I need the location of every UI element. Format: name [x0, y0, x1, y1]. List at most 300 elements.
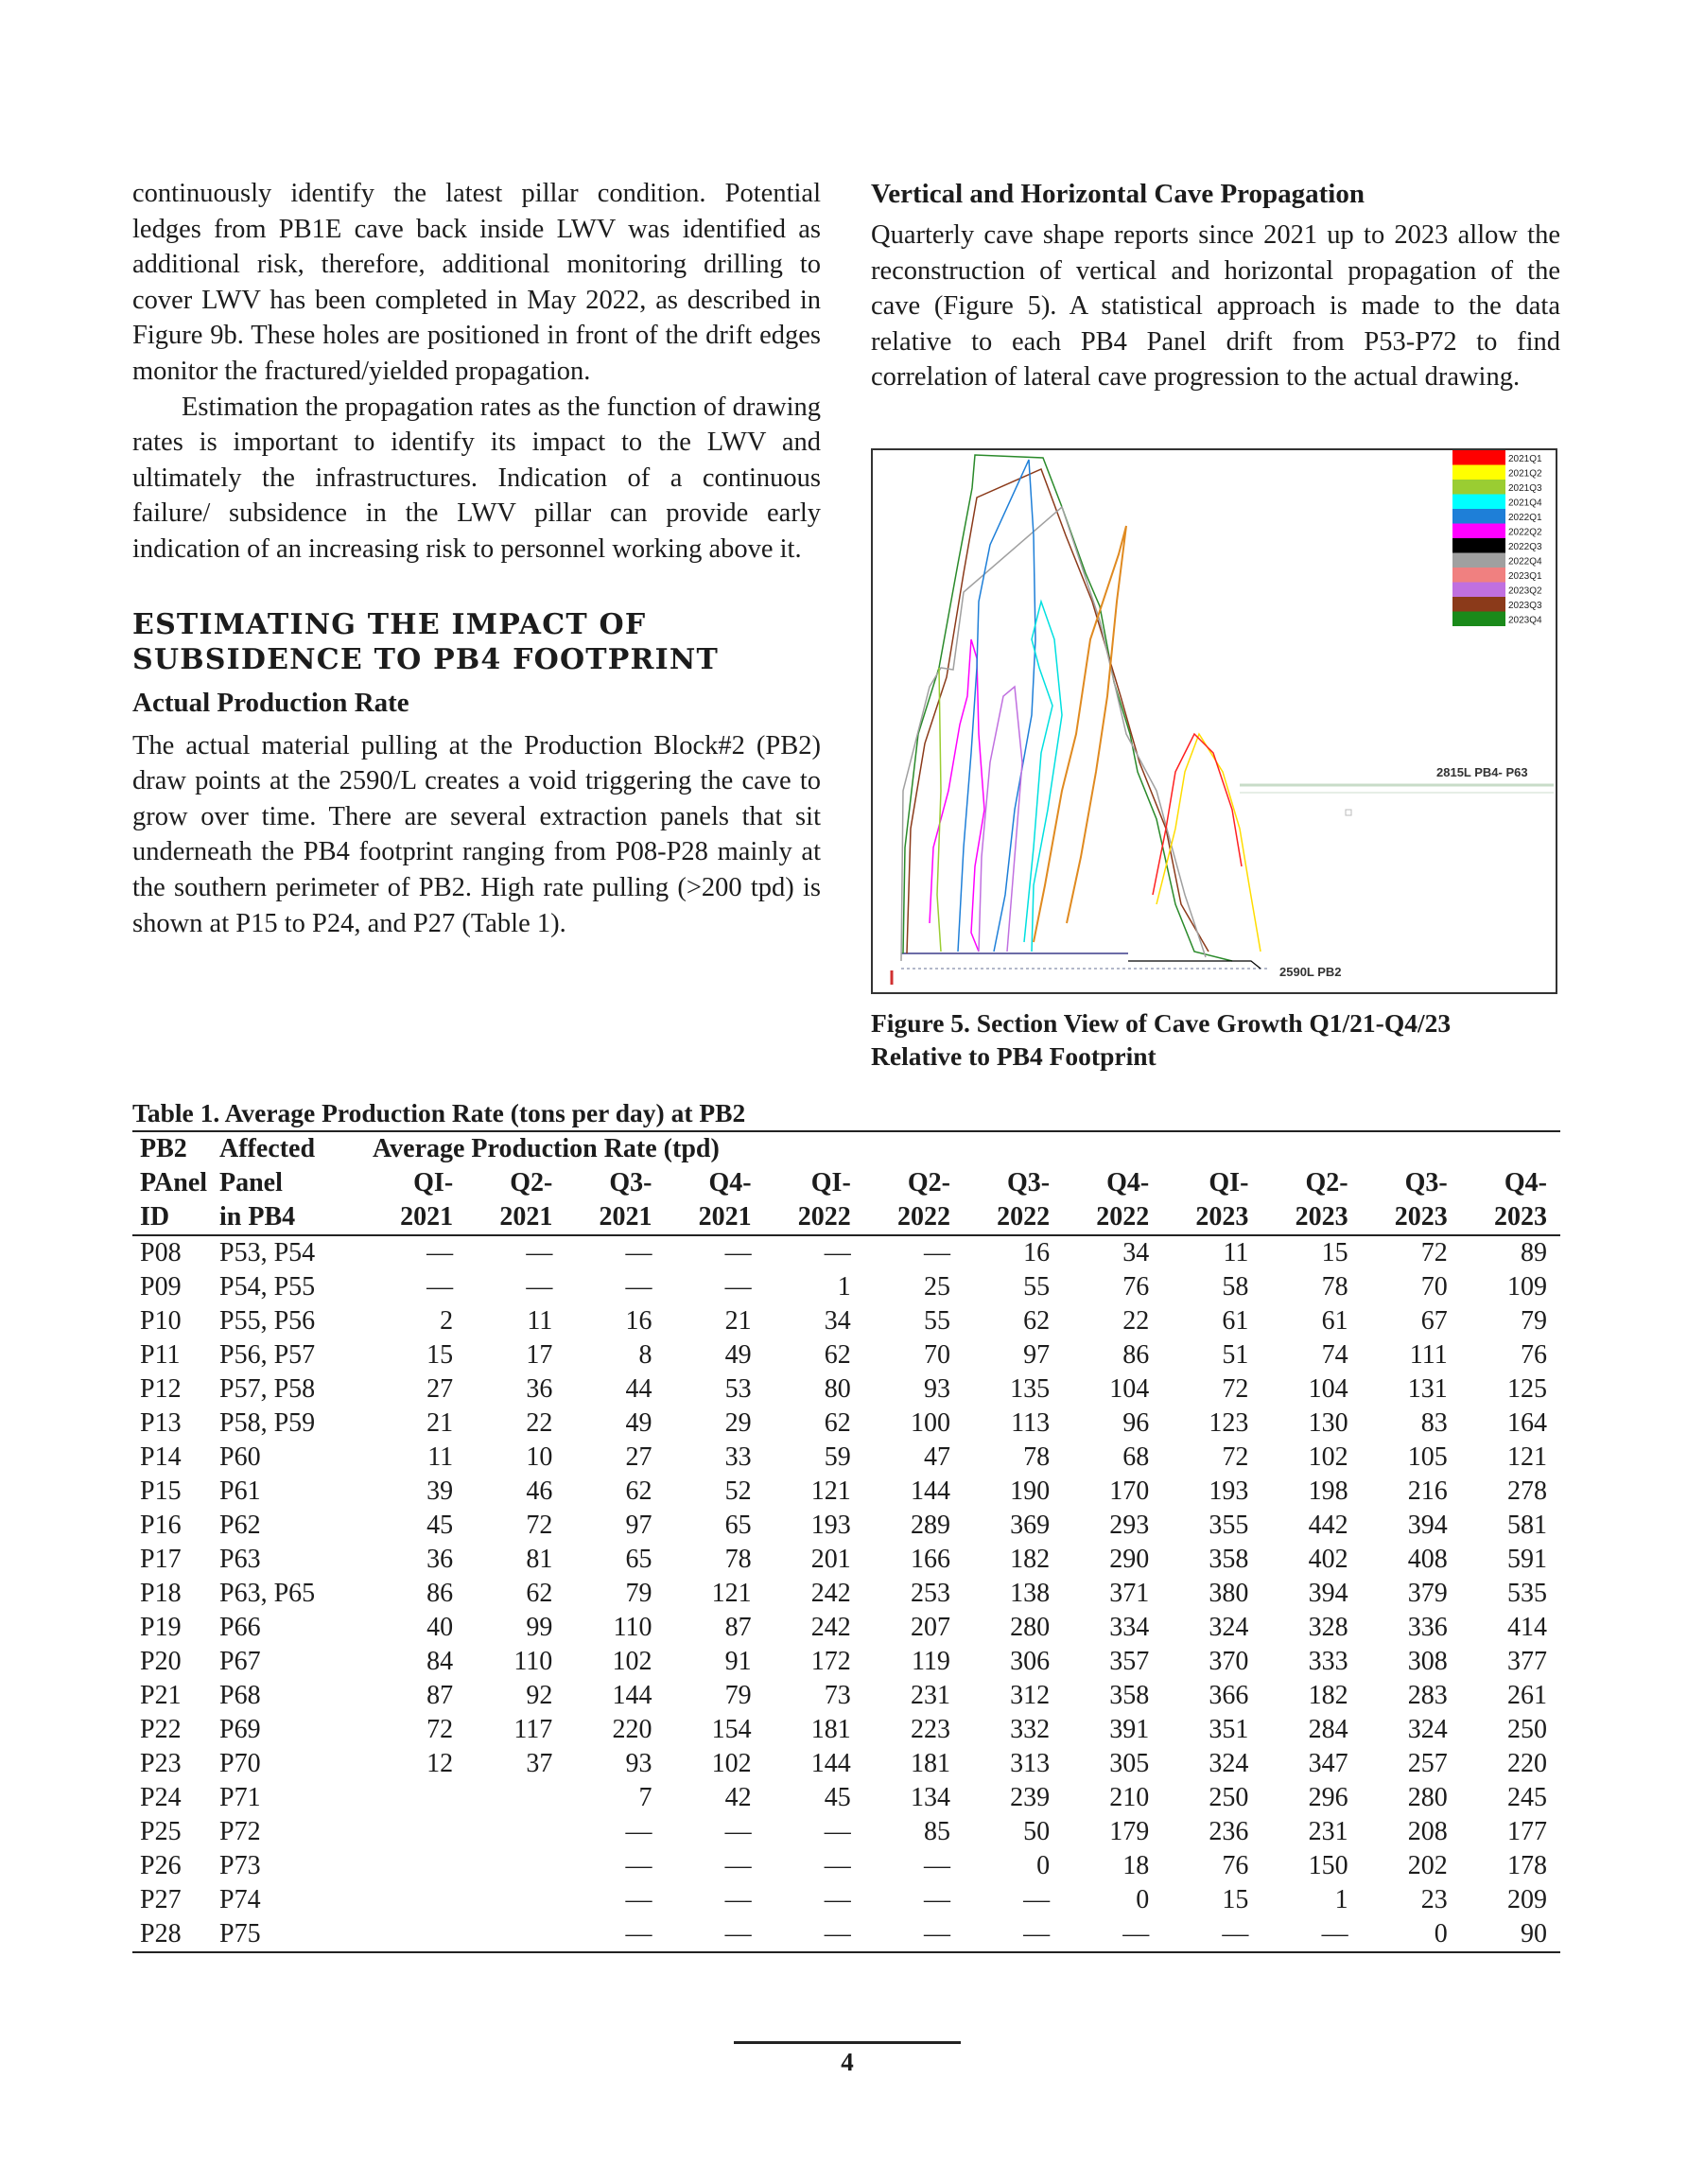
rate-cell: 67 [1420, 1306, 1448, 1336]
year-header: 2022 [964, 1200, 1063, 1235]
affected-panel-cell: P63 [219, 1545, 261, 1574]
rate-cell: 21 [426, 1408, 454, 1438]
cave-outline-2023q3 [907, 469, 1209, 953]
panel-id-cell: P18 [140, 1579, 182, 1608]
panel-id-cell: P08 [140, 1238, 182, 1267]
affected-panel-cell: P61 [219, 1476, 261, 1506]
rate-cell: 239 [1010, 1783, 1051, 1812]
table-row [132, 1577, 1560, 1611]
panel-id-cell: P25 [140, 1817, 182, 1846]
rate-cell: — [665, 1917, 764, 1952]
col-header: PB2 [132, 1131, 219, 1166]
rate-cell: 53 [724, 1374, 752, 1404]
cave-outline-2022q3 [1128, 961, 1261, 969]
affected-panel-cell: P60 [219, 1442, 261, 1472]
rate-cell: 355 [1209, 1511, 1249, 1540]
table-row [132, 1372, 1560, 1406]
rate-cell: 72 [1222, 1442, 1249, 1472]
rate-cell: 242 [810, 1613, 851, 1642]
legend-swatch [1452, 480, 1505, 495]
rate-cell: 190 [1010, 1476, 1051, 1506]
table-row [132, 1475, 1560, 1509]
year-header: 2021 [565, 1200, 665, 1235]
table-row [132, 1235, 1560, 1270]
panel-id-cell: P17 [140, 1545, 182, 1574]
panel-id-cell: P14 [140, 1442, 182, 1472]
year-header: 2022 [864, 1200, 964, 1235]
rate-cell: 220 [1507, 1749, 1547, 1778]
table-row [132, 1815, 1560, 1849]
rate-cell: — [824, 1817, 851, 1846]
rate-cell: 42 [724, 1783, 752, 1812]
rate-cell: 87 [426, 1681, 454, 1710]
panel-id-cell: P21 [140, 1681, 182, 1710]
quarter-header: QI- [413, 1168, 454, 1197]
rate-cell [466, 1781, 565, 1815]
rate-cell: 182 [1010, 1545, 1051, 1574]
col-header: PAnel [140, 1168, 208, 1197]
rate-cell: 21 [724, 1306, 752, 1336]
affected-panel-cell: P58, P59 [219, 1408, 316, 1438]
rate-cell: 110 [613, 1613, 652, 1642]
legend-swatch [1452, 597, 1505, 612]
panel-id-cell: P09 [140, 1272, 182, 1302]
rate-cell: 86 [1122, 1340, 1150, 1370]
rate-cell [466, 1849, 565, 1883]
rate-cell: 61 [1222, 1306, 1249, 1336]
rate-cell: 86 [426, 1579, 454, 1608]
quarter-header: Q3- [1404, 1168, 1448, 1197]
rate-cell: 0 [1136, 1885, 1150, 1914]
rate-cell: 89 [1521, 1238, 1547, 1267]
legend-swatch [1452, 538, 1505, 553]
rate-cell: 332 [1010, 1715, 1051, 1744]
rate-cell: — [1261, 1917, 1361, 1952]
legend-label: 2021Q1 [1508, 454, 1542, 464]
rate-cell: 220 [612, 1715, 652, 1744]
quarter-header: Q4- [1504, 1168, 1547, 1197]
rate-cell: 394 [1308, 1579, 1348, 1608]
panel-id-cell: P13 [140, 1408, 182, 1438]
panel-id-cell: P24 [140, 1783, 182, 1812]
panel-id-cell: P27 [140, 1885, 182, 1914]
rate-cell: 442 [1308, 1511, 1348, 1540]
rate-cell: — [1023, 1885, 1051, 1914]
rate-cell: — [824, 1851, 851, 1880]
rate-cell [466, 1815, 565, 1849]
rate-cell: 100 [910, 1408, 950, 1438]
year-header: 2021 [367, 1200, 466, 1235]
rate-cell: 324 [1407, 1715, 1448, 1744]
rate-cell: 27 [426, 1374, 454, 1404]
rate-cell: 377 [1507, 1647, 1547, 1676]
rate-cell [367, 1849, 466, 1883]
rate-cell: 236 [1209, 1817, 1249, 1846]
table-header-row [132, 1131, 1560, 1166]
rate-cell: 336 [1407, 1613, 1448, 1642]
rate-cell: 231 [910, 1681, 950, 1710]
rate-cell: — [1162, 1917, 1261, 1952]
legend-label: 2021Q3 [1508, 483, 1542, 494]
rate-cell: 138 [1010, 1579, 1051, 1608]
rate-cell: 296 [1308, 1783, 1348, 1812]
rate-cell: 97 [1023, 1340, 1051, 1370]
cave-outline-2021q1-orange [1034, 526, 1126, 942]
year-header: 2023 [1362, 1200, 1461, 1235]
table-row [132, 1338, 1560, 1372]
rate-cell: — [724, 1272, 752, 1302]
rate-cell: — [724, 1238, 752, 1267]
left-column [132, 176, 821, 941]
rate-cell: 0 [1362, 1917, 1461, 1952]
rate-cell: 179 [1109, 1817, 1150, 1846]
figure-caption [871, 1006, 1560, 1073]
rate-cell: 65 [625, 1545, 652, 1574]
table-header-row [132, 1200, 1560, 1235]
rate-cell: 117 [513, 1715, 553, 1744]
affected-panel-cell: P55, P56 [219, 1306, 316, 1336]
rate-cell: 44 [625, 1374, 652, 1404]
rate-cell: 121 [1507, 1442, 1547, 1472]
rate-cell: 328 [1308, 1613, 1348, 1642]
rate-cell: 581 [1507, 1511, 1547, 1540]
rate-cell: 182 [1308, 1681, 1348, 1710]
cave-outline-2023q2 [979, 687, 1022, 952]
rate-cell: — [1063, 1917, 1162, 1952]
section-heading [132, 607, 821, 677]
legend-label: 2022Q1 [1508, 513, 1542, 523]
rate-cell: 278 [1507, 1476, 1547, 1506]
panel-id-cell: P19 [140, 1613, 182, 1642]
rate-cell: 102 [612, 1647, 652, 1676]
year-header: 2023 [1261, 1200, 1361, 1235]
rate-cell: 15 [1321, 1238, 1348, 1267]
rate-cell: 47 [923, 1442, 950, 1472]
rate-cell: 93 [625, 1749, 652, 1778]
table-row [132, 1883, 1560, 1917]
figure-caption-line: Figure 5. Section View of Cave Growth Q1/21-Q4/23 [871, 1008, 1452, 1038]
rate-cell: 72 [426, 1715, 454, 1744]
rate-cell: 17 [526, 1340, 553, 1370]
rate-cell: 154 [711, 1715, 752, 1744]
panel-id-cell: P11 [140, 1340, 181, 1370]
rate-cell: 49 [724, 1340, 752, 1370]
panel-id-cell: P10 [140, 1306, 182, 1336]
rate-cell: 70 [923, 1340, 950, 1370]
table-row [132, 1849, 1560, 1883]
rate-cell: 131 [1407, 1374, 1448, 1404]
rate-cell: 380 [1209, 1579, 1249, 1608]
cave-outline-2021q1 [1153, 734, 1242, 895]
rate-cell: 391 [1109, 1715, 1150, 1744]
rate-cell: 62 [526, 1579, 553, 1608]
figure-cave-growth [871, 448, 1557, 994]
rate-cell: — [625, 1885, 652, 1914]
rate-cell: 104 [1308, 1374, 1348, 1404]
rate-cell: 172 [810, 1647, 851, 1676]
rate-cell: 414 [1507, 1613, 1547, 1642]
panel-id-cell: P15 [140, 1476, 182, 1506]
rate-cell: 11 [427, 1442, 454, 1472]
table-row [132, 1509, 1560, 1543]
rate-cell: 15 [1222, 1885, 1249, 1914]
rate-cell: — [565, 1917, 665, 1952]
table-caption: Table 1. Average Production Rate (tons per day) at PB2 [132, 1098, 746, 1127]
quarter-header: Q2- [1305, 1168, 1348, 1197]
rate-cell [466, 1883, 565, 1917]
legend-swatch [1452, 524, 1505, 539]
legend-label: 2023Q3 [1508, 601, 1542, 611]
table-body [132, 1235, 1560, 1952]
rate-cell: 62 [824, 1340, 851, 1370]
rate-cell: 111 [1409, 1340, 1448, 1370]
rate-cell: — [824, 1885, 851, 1914]
rate-cell: 18 [1122, 1851, 1150, 1880]
affected-panel-cell: P66 [219, 1613, 261, 1642]
rate-cell: 23 [1420, 1885, 1448, 1914]
quarter-header: Q4- [708, 1168, 752, 1197]
rate-cell: 358 [1109, 1681, 1150, 1710]
cave-outline-2021q3 [937, 668, 941, 952]
cave-outline-2022q1 [958, 460, 1035, 952]
rate-cell: 312 [1010, 1681, 1051, 1710]
rate-cell: 84 [426, 1647, 454, 1676]
quarter-header: Q4- [1106, 1168, 1150, 1197]
production-rate-table [132, 1130, 1560, 1953]
rate-cell: 11 [527, 1306, 553, 1336]
rate-cell: 62 [1023, 1306, 1051, 1336]
rate-cell: 55 [923, 1306, 950, 1336]
rate-cell: 76 [1521, 1340, 1547, 1370]
rate-cell: 78 [1321, 1272, 1348, 1302]
rate-cell: 306 [1010, 1647, 1051, 1676]
rate-cell: — [923, 1238, 950, 1267]
affected-panel-cell: P74 [219, 1885, 261, 1914]
quarter-header: QI- [810, 1168, 851, 1197]
legend-swatch [1452, 509, 1505, 524]
rate-cell: 347 [1308, 1749, 1348, 1778]
rate-cell: 11 [1223, 1238, 1249, 1267]
rate-cell: — [426, 1238, 454, 1267]
rate-cell: — [724, 1851, 752, 1880]
rate-cell: 68 [1122, 1442, 1150, 1472]
rate-cell: 22 [1122, 1306, 1150, 1336]
affected-panel-cell: P63, P65 [219, 1579, 316, 1608]
group-header: Average Production Rate (tpd) [367, 1131, 1560, 1166]
page-number: 4 [841, 2048, 854, 2076]
rate-cell: 202 [1407, 1851, 1448, 1880]
rate-cell: 79 [625, 1579, 652, 1608]
rate-cell: 408 [1407, 1545, 1448, 1574]
rate-cell: 402 [1308, 1545, 1348, 1574]
rate-cell: 231 [1308, 1817, 1348, 1846]
cave-outline-2021q2 [1157, 734, 1261, 952]
rate-cell: 261 [1507, 1681, 1547, 1710]
rate-cell: — [724, 1885, 752, 1914]
rate-cell: 52 [724, 1476, 752, 1506]
rate-cell: 209 [1507, 1885, 1547, 1914]
quarter-header: QI- [1209, 1168, 1249, 1197]
affected-panel-cell: P62 [219, 1511, 261, 1540]
rate-cell: 334 [1109, 1613, 1150, 1642]
rate-cell: 33 [724, 1442, 752, 1472]
body-paragraph: Quarterly cave shape reports since 2021 up to 2023 allow the reconstruction of vertical and horizontal propagation of the cave (Figure 5). A statistical approach is made to the data relative to each PB4 Panel drift from P53-P72 to find correlation of lateral cave progression to the actual drawing. [871, 220, 1560, 393]
rate-cell: 290 [1109, 1545, 1150, 1574]
rate-cell: 12 [426, 1749, 454, 1778]
rate-cell: 83 [1420, 1408, 1448, 1438]
rate-cell: 22 [526, 1408, 553, 1438]
rate-cell: 99 [526, 1613, 553, 1642]
rate-cell: 109 [1507, 1272, 1547, 1302]
affected-panel-cell: P68 [219, 1681, 261, 1710]
year-header: 2022 [765, 1200, 864, 1235]
subsection-heading: Vertical and Horizontal Cave Propagation [871, 179, 1365, 209]
rate-cell: 36 [426, 1545, 454, 1574]
rate-cell: 45 [824, 1783, 851, 1812]
rate-cell: 144 [910, 1476, 950, 1506]
col-header: Affected [219, 1131, 367, 1166]
rate-cell: 10 [526, 1442, 553, 1472]
rate-cell: 93 [923, 1374, 950, 1404]
rate-cell: — [526, 1272, 553, 1302]
rate-cell: 102 [1308, 1442, 1348, 1472]
rate-cell: 535 [1507, 1579, 1547, 1608]
rate-cell: 74 [1321, 1340, 1348, 1370]
rate-cell: 104 [1109, 1374, 1150, 1404]
table-row [132, 1406, 1560, 1441]
rate-cell: 102 [711, 1749, 752, 1778]
rate-cell: — [923, 1851, 950, 1880]
rate-cell: 55 [1023, 1272, 1051, 1302]
rate-cell: 210 [1109, 1783, 1150, 1812]
rate-cell: 177 [1507, 1817, 1547, 1846]
rate-cell: 27 [625, 1442, 652, 1472]
affected-panel-cell: P75 [219, 1917, 367, 1952]
rate-cell: 125 [1507, 1374, 1547, 1404]
rate-cell: 1 [837, 1272, 851, 1302]
rate-cell: 135 [1010, 1374, 1051, 1404]
rate-cell: 181 [910, 1749, 950, 1778]
affected-panel-cell: P57, P58 [219, 1374, 316, 1404]
rate-cell: 193 [810, 1511, 851, 1540]
rate-cell: 46 [526, 1476, 553, 1506]
rate-cell: 62 [824, 1408, 851, 1438]
legend-label: 2023Q2 [1508, 585, 1542, 597]
rate-cell: 289 [910, 1511, 950, 1540]
level-label-2590: 2590L PB2 [1279, 965, 1342, 979]
quarter-header: Q2- [907, 1168, 950, 1197]
rate-cell: 59 [824, 1442, 851, 1472]
rate-cell: 193 [1209, 1476, 1249, 1506]
panel-id-cell: P22 [140, 1715, 182, 1744]
table-row [132, 1611, 1560, 1645]
year-header: 2023 [1162, 1200, 1261, 1235]
rate-cell: 119 [911, 1647, 950, 1676]
rate-cell: 257 [1407, 1749, 1448, 1778]
rate-cell: 16 [625, 1306, 652, 1336]
table-row [132, 1781, 1560, 1815]
rate-cell: 144 [810, 1749, 851, 1778]
quarter-header: Q3- [609, 1168, 652, 1197]
rate-cell: 97 [625, 1511, 652, 1540]
affected-panel-cell: P69 [219, 1715, 261, 1744]
rate-cell: 379 [1407, 1579, 1448, 1608]
rate-cell: 25 [923, 1272, 950, 1302]
legend-swatch [1452, 450, 1505, 465]
col-header: ID [132, 1200, 219, 1235]
affected-panel-cell: P53, P54 [219, 1238, 316, 1267]
rate-cell: 90 [1461, 1917, 1560, 1952]
rate-cell: — [824, 1238, 851, 1267]
col-header: Panel [219, 1168, 283, 1197]
table-row [132, 1441, 1560, 1475]
legend-swatch [1452, 495, 1505, 510]
table-row [132, 1713, 1560, 1747]
rate-cell: — [526, 1238, 553, 1267]
rate-cell: 250 [1507, 1715, 1547, 1744]
rate-cell: 72 [1222, 1374, 1249, 1404]
rate-cell: 87 [724, 1613, 752, 1642]
section-heading-line: SUBSIDENCE TO PB4 FOOTPRINT [132, 642, 720, 676]
rate-cell: 170 [1109, 1476, 1150, 1506]
rate-cell: 198 [1308, 1476, 1348, 1506]
legend-label: 2022Q3 [1508, 542, 1542, 552]
legend-label: 2023Q1 [1508, 571, 1542, 582]
legend-swatch [1452, 465, 1505, 480]
col-header: in PB4 [219, 1200, 367, 1235]
rate-cell: 369 [1010, 1511, 1051, 1540]
rate-cell: 34 [1122, 1238, 1150, 1267]
rate-cell: 371 [1109, 1579, 1150, 1608]
rate-cell: 166 [910, 1545, 950, 1574]
table-row [132, 1304, 1560, 1338]
rate-cell: 70 [1420, 1272, 1448, 1302]
level-label-2815: 2815L PB4- P63 [1436, 765, 1528, 779]
rate-cell: 245 [1507, 1783, 1547, 1812]
rate-cell: 62 [625, 1476, 652, 1506]
rate-cell: 324 [1209, 1749, 1249, 1778]
rate-cell: 92 [526, 1681, 553, 1710]
rate-cell: 7 [638, 1783, 652, 1812]
affected-panel-cell: P70 [219, 1749, 261, 1778]
rate-cell [367, 1781, 466, 1815]
rate-cell: — [923, 1885, 950, 1914]
rate-cell: 253 [910, 1579, 950, 1608]
rate-cell: 370 [1209, 1647, 1249, 1676]
rate-cell: 357 [1109, 1647, 1150, 1676]
legend-swatch [1452, 612, 1505, 627]
rate-cell [367, 1815, 466, 1849]
rate-cell: — [625, 1817, 652, 1846]
affected-panel-cell: P71 [219, 1783, 261, 1812]
section-heading-line: ESTIMATING THE IMPACT OF [132, 607, 647, 641]
rate-cell: 76 [1222, 1851, 1249, 1880]
rate-cell: 1 [1334, 1885, 1348, 1914]
rate-cell [466, 1917, 565, 1952]
rate-cell: 65 [724, 1511, 752, 1540]
legend [1452, 450, 1555, 626]
panel-id-cell: P28 [132, 1917, 219, 1952]
rate-cell: — [765, 1917, 864, 1952]
affected-panel-cell: P73 [219, 1851, 261, 1880]
affected-panel-cell: P72 [219, 1817, 261, 1846]
rate-cell: 79 [1521, 1306, 1547, 1336]
rate-cell: 85 [923, 1817, 950, 1846]
rate-cell: 223 [910, 1715, 950, 1744]
rate-cell: 178 [1507, 1851, 1547, 1880]
rate-cell: 121 [711, 1579, 752, 1608]
rate-cell: 2 [440, 1306, 454, 1336]
